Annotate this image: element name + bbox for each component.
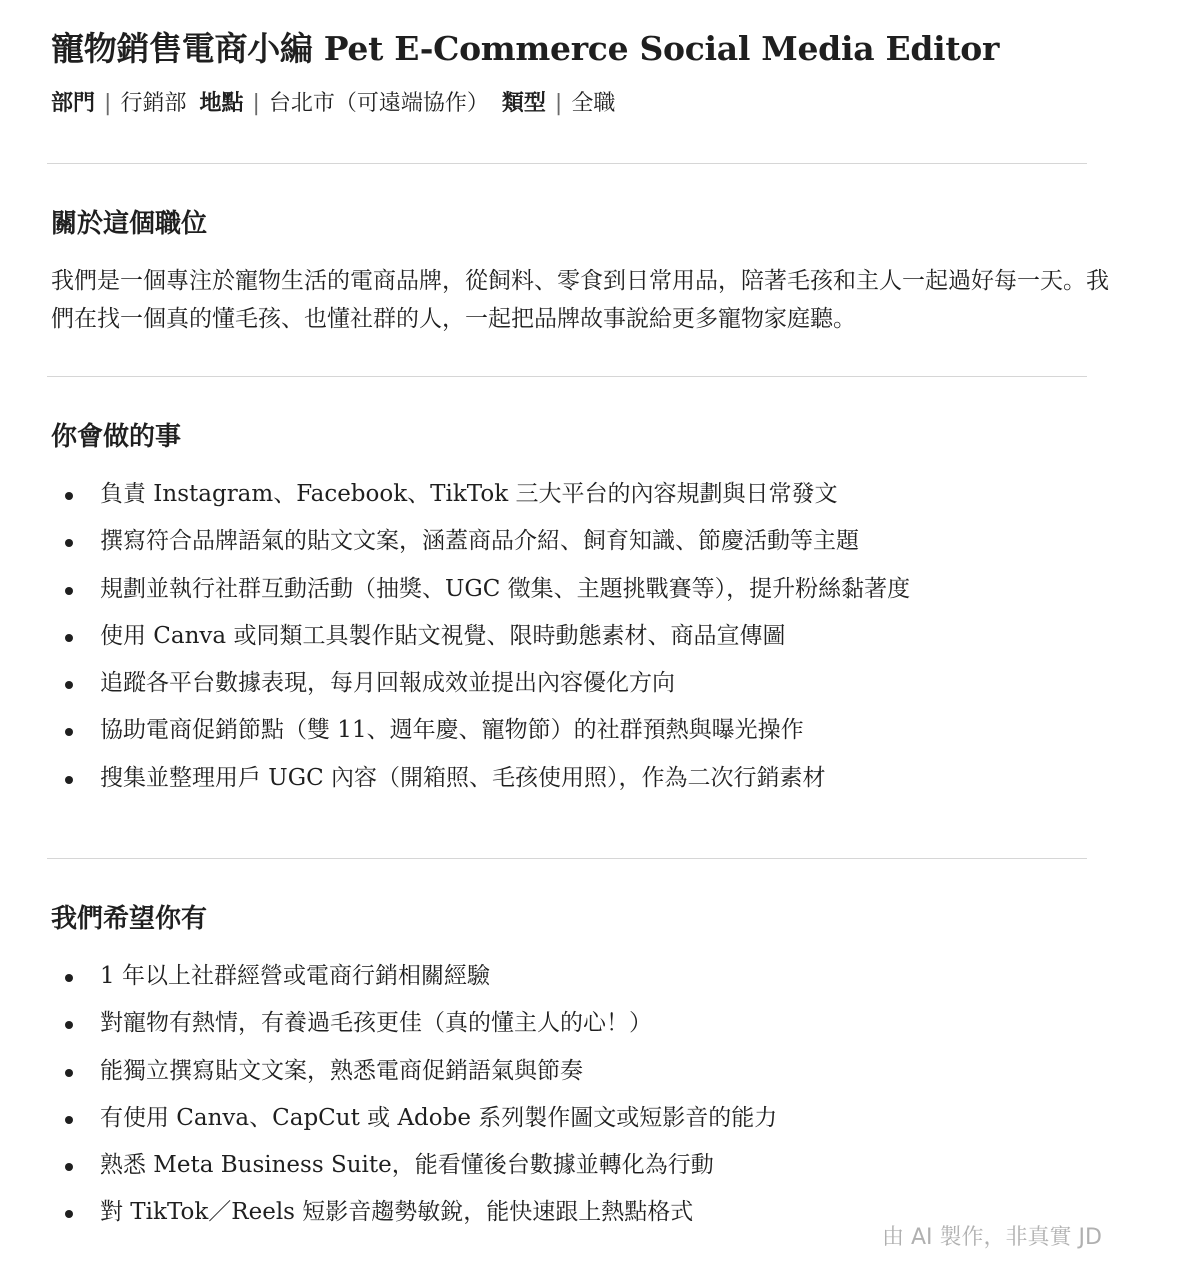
meta-separator: | [104,91,112,116]
list-item: 對 TikTok／Reels 短影音趨勢敏銳，能快速跟上熱點格式 [51,1189,777,1236]
section-divider [47,376,1087,377]
list-item: 規劃並執行社群互動活動（抽獎、UGC 徵集、主題挑戰賽等），提升粉絲黏著度 [51,566,910,613]
list-item: 搜集並整理用戶 UGC 內容（開箱照、毛孩使用照），作為二次行銷素材 [51,755,910,802]
duties-list [51,471,910,802]
meta-separator: | [554,91,563,116]
department-label: 部門 [51,91,96,116]
list-item: 有使用 Canva、CapCut 或 Adobe 系列製作圖文或短影音的能力 [51,1095,777,1142]
about-section-title: 關於這個職位 [51,209,208,239]
duties-section-title: 你會做的事 [51,422,182,452]
list-item: 協助電商促銷節點（雙 11、週年慶、寵物節）的社群預熱與曝光操作 [51,707,910,754]
list-item: 能獨立撰寫貼文文案，熟悉電商促銷語氣與節奏 [51,1048,777,1095]
meta-location [199,91,488,116]
list-item: 熟悉 Meta Business Suite，能看懂後台數據並轉化為行動 [51,1142,777,1189]
type-value: 全職 [571,91,616,116]
meta-type [502,91,615,116]
department-value: 行銷部 [120,91,187,116]
job-meta [51,88,621,120]
list-item: 負責 Instagram、Facebook、TikTok 三大平台的內容規劃與日常發文 [51,471,910,518]
requirements-list [51,953,777,1237]
requirements-section-title: 我們希望你有 [51,904,208,934]
list-item: 對寵物有熱情，有養過毛孩更佳（真的懂主人的心！） [51,1000,777,1047]
about-paragraph: 我們是一個專注於寵物生活的電商品牌，從飼料、零食到日常用品，陪著毛孩和主人一起過好每一天。我們在找一個真的懂毛孩、也懂社群的人，一起把品牌故事說給更多寵物家庭聽。 [51,268,1109,332]
type-label: 類型 [501,91,546,116]
job-title: 寵物銷售電商小編 Pet E-Commerce Social Media Editor [51,29,1000,68]
meta-department [51,91,186,116]
location-label: 地點 [199,91,244,116]
section-divider [47,858,1087,859]
ai-watermark: 由 AI 製作，非真實 JD [882,1225,1102,1250]
list-item: 撰寫符合品牌語氣的貼文文案，涵蓋商品介紹、飼育知識、節慶活動等主題 [51,518,910,565]
list-item: 1 年以上社群經營或電商行銷相關經驗 [51,953,777,1000]
meta-separator: | [252,91,260,116]
location-value: 台北市（可遠端協作） [268,91,489,116]
list-item: 追蹤各平台數據表現，每月回報成效並提出內容優化方向 [51,660,910,707]
section-divider [47,163,1087,164]
list-item: 使用 Canva 或同類工具製作貼文視覺、限時動態素材、商品宣傳圖 [51,613,910,660]
